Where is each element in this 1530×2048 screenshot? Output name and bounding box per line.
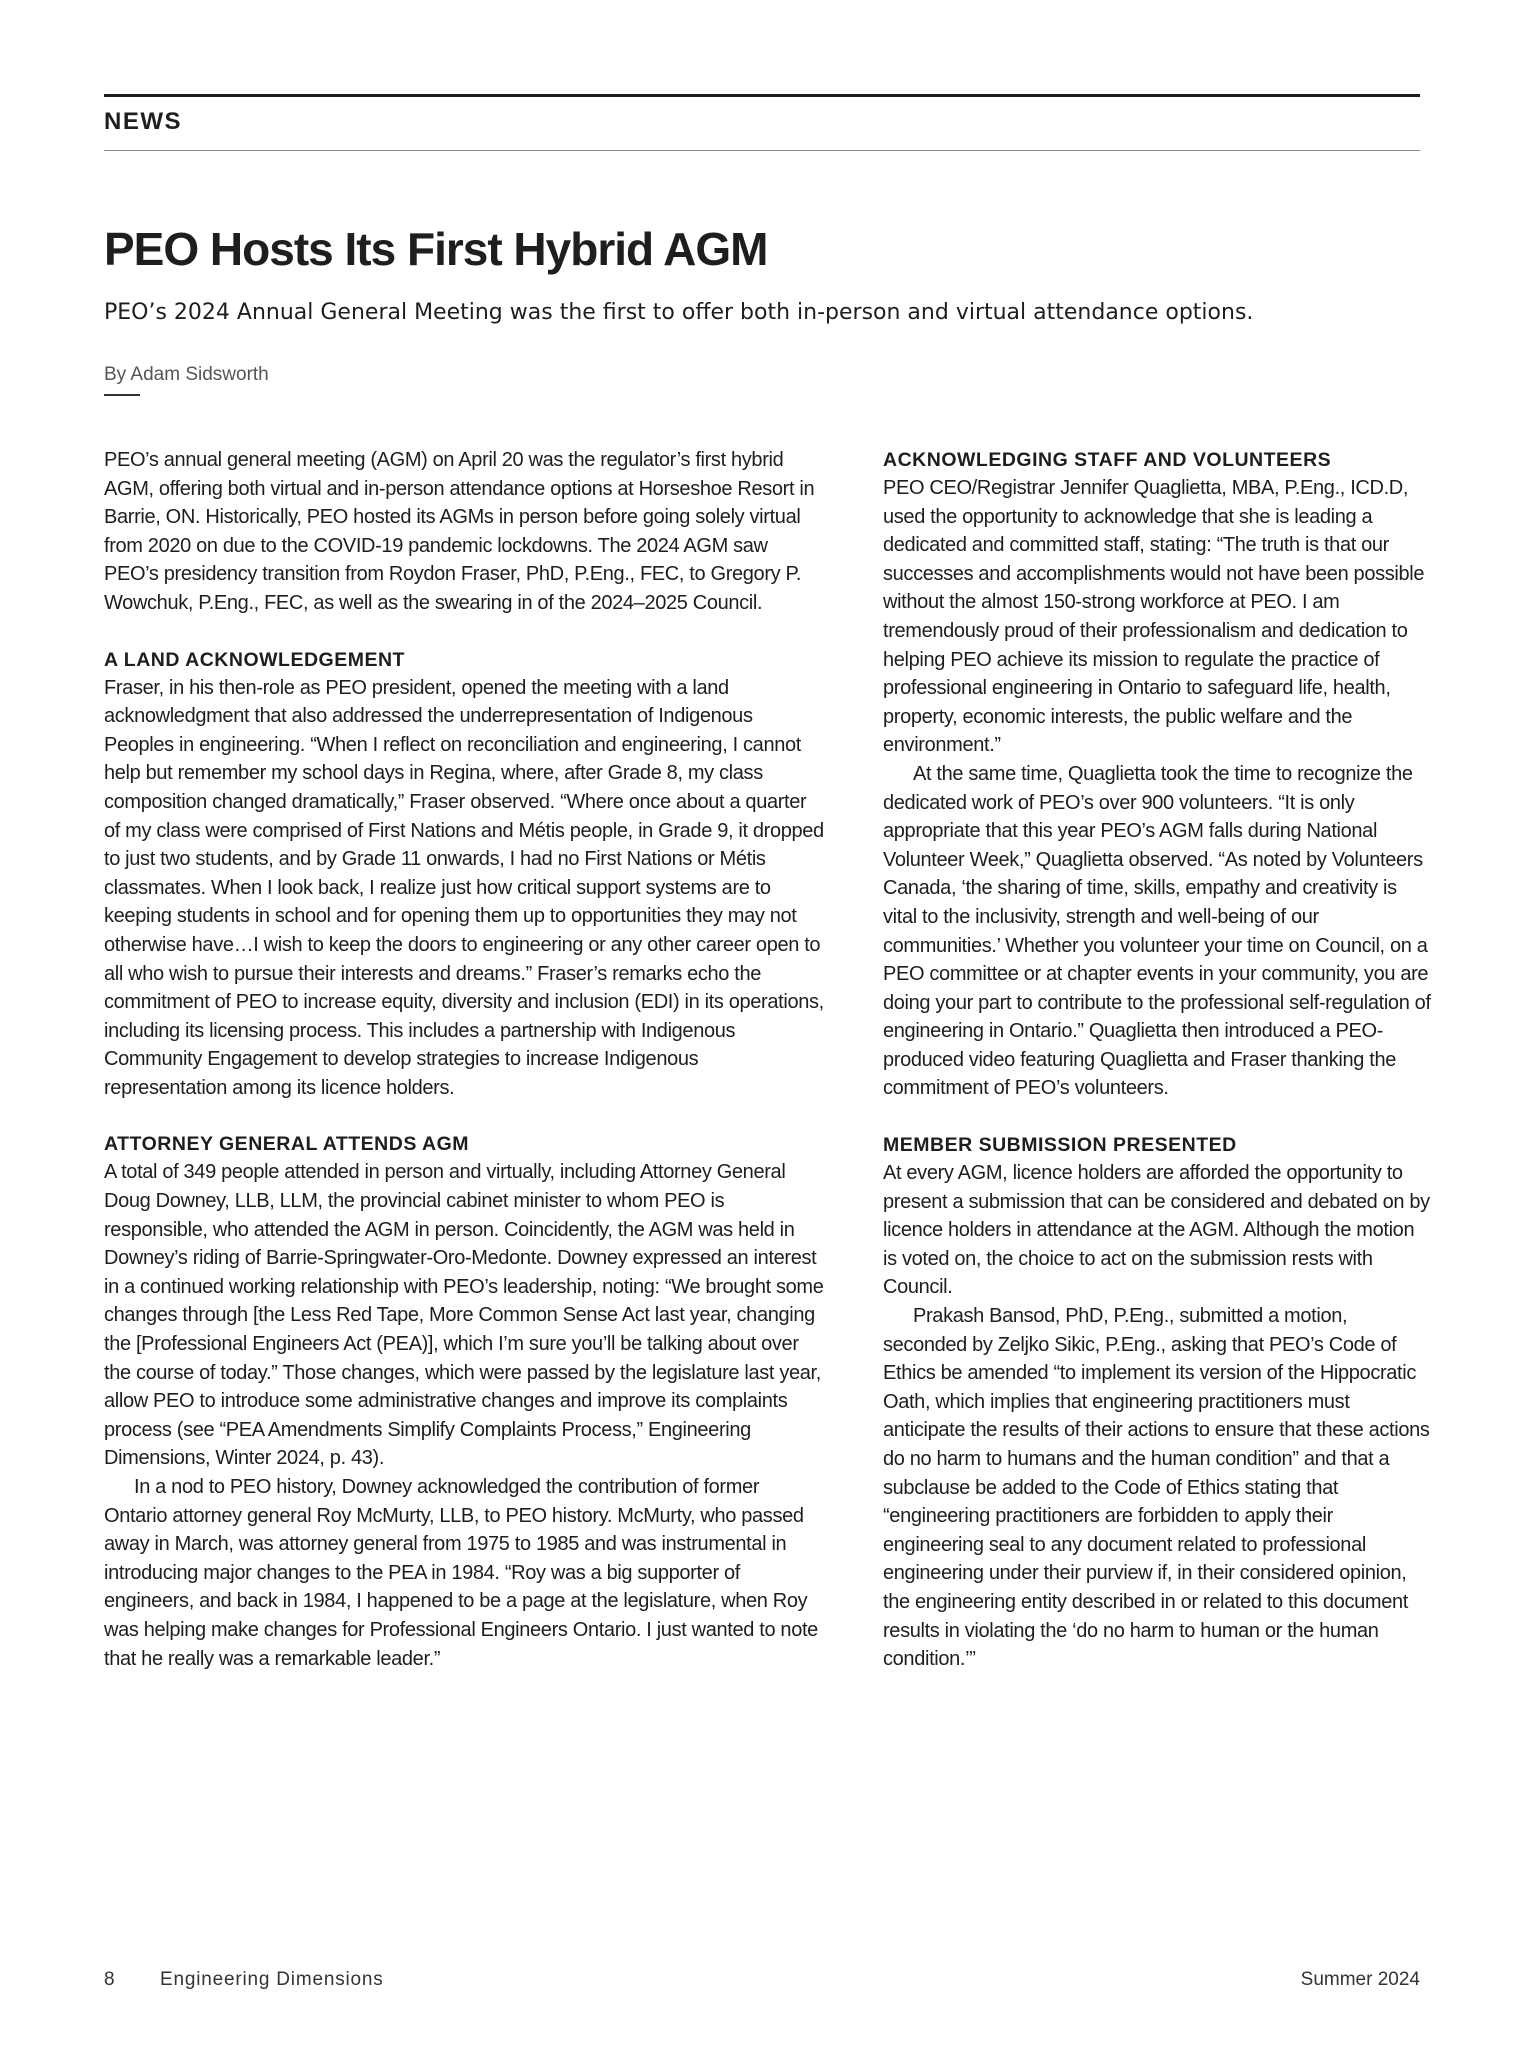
deck: PEO’s 2024 Annual General Meeting was the first to offer both in-person and virtual attendance options.: [104, 300, 1254, 325]
staff-paragraph-2: At the same time, Quaglietta took the time to recognize the dedicated work of PEO’s over 900 volunteers. “It is only appropriate that this year PEO’s AGM falls during National Volunteer Week,” Quaglietta observed. “As noted by Volunteers Canada, ‘the sharing of time, skills, empathy and creativity is vital to the inclusivity, strength and well-being of our communities.’ Whether you volunteer your time on Council, on a PEO committee or at chapter events in your community, you are doing your part to contribute to the professional self-regulation of engineering in Ontario.” Quaglietta then introduced a PEO-produced video featuring Quaglietta and Fraser thanking the commitment of PEO’s volunteers.: [883, 762, 1431, 1100]
byline: By Adam Sidsworth: [104, 364, 269, 385]
land-paragraph: Fraser, in his then-role as PEO president, opened the meeting with a land acknowledgment that also addressed the underrepresentation of Indigenous Peoples in engineering. “When I reflect on reconciliation and engineering, I cannot help but remember my school days in Regina, where, after Grade 8, my class composition changed dramatically,” Fraser observed. “Where once about a quarter of my class were comprised of First Nations and Métis people, in Grade 9, it dropped to just two students, and by Grade 11 onwards, I had no First Nations or Métis classmates. When I look back, I realize just how critical support systems are to keeping students in school and for opening them up to opportunities they may not otherwise have…I wish to keep the doors to engineering or any other career open to all who wish to pursue their interests and dreams.” Fraser’s remarks echo the commitment of PEO to increase equity, diversity and inclusion (EDI) in its operations, including its licensing process. This includes a partnership with Indigenous Community Engagement to develop strategies to increase Indigenous representation among its licence holders.: [104, 676, 824, 1099]
right-column: [883, 446, 1433, 1674]
section-rule: [104, 150, 1420, 151]
issue-date: Summer 2024: [1300, 1969, 1420, 1990]
staff-paragraph-1: PEO CEO/Registrar Jennifer Quaglietta, MBA, P.Eng., ICD.D, used the opportunity to acknowledge that she is leading a dedicated and committed staff, stating: “The truth is that our successes and accomplishments would not have been possible without the almost 150-strong workforce at PEO. I am tremendously proud of their professionalism and dedication to helping PEO achieve its mission to regulate the practice of professional engineering in Ontario to safeguard life, health, property, economic interests, the public welfare and the environment.”: [883, 477, 1425, 757]
member-paragraph-1: At every AGM, licence holders are afforded the opportunity to present a submission that can be considered and debated on by licence holders in attendance at the AGM. Although the motion is voted on, the choice to act on the submission rests with Council.: [883, 1162, 1430, 1299]
heading-attorney-general: ATTORNEY GENERAL ATTENDS AGM: [104, 1133, 470, 1156]
left-column: [104, 446, 824, 1673]
magazine-name: Engineering Dimensions: [160, 1969, 384, 1990]
byline-rule: [104, 394, 140, 396]
heading-land-acknowledgement: A LAND ACKNOWLEDGEMENT: [104, 648, 405, 671]
heading-member-submission: MEMBER SUBMISSION PRESENTED: [883, 1134, 1237, 1157]
attorney-paragraph-2: In a nod to PEO history, Downey acknowledged the contribution of former Ontario attorney general Roy McMurty, LLB, to PEO history. McMurty, who passed away in March, was attorney general from 1975 to 1985 and was instrumental in introducing major changes to the PEA in 1984. “Roy was a big supporter of engineers, and back in 1984, I happened to be a page at the legislature, when Roy was helping make changes for Professional Engineers Ontario. I just wanted to note that he really was a remarkable leader.”: [104, 1476, 818, 1670]
intro-paragraph: PEO’s annual general meeting (AGM) on April 20 was the regulator’s first hybrid AGM, offering both virtual and in-person attendance options at Horseshoe Resort in Barrie, ON. Historically, PEO hosted its AGMs in person before going solely virtual from 2020 on due to the COVID-19 pandemic lockdowns. The 2024 AGM saw PEO’s presidency transition from Roydon Fraser, PhD, P.Eng., FEC, to Gregory P. Wowchuk, P.Eng., FEC, as well as the swearing in of the 2024–2025 Council.: [104, 449, 815, 614]
article-page: [104, 94, 1431, 1994]
top-rule: [104, 94, 1420, 97]
member-paragraph-2: Prakash Bansod, PhD, P.Eng., submitted a motion, seconded by Zeljko Sikic, P.Eng., asking that PEO’s Code of Ethics be amended “to implement its version of the Hippocratic Oath, which implies that engineering practitioners must anticipate the results of their actions to ensure that these actions do no harm to humans and the human condition” and that a subclause be added to the Code of Ethics stating that “engineering practitioners are forbidden to apply their engineering seal to any document related to professional engineering under their purview if, in their considered opinion, the engineering entity described in or related to this document results in violating the ‘do no harm to human or the human condition.’”: [883, 1305, 1430, 1671]
attorney-paragraph-1: A total of 349 people attended in person and virtually, including Attorney General Doug Downey, LLB, LLM, the provincial cabinet minister to whom PEO is responsible, who attended the AGM in person. Coincidently, the AGM was held in Downey’s riding of Barrie-Springwater-Oro-Medonte. Downey expressed an interest in a continued working relationship with PEO’s leadership, noting: “We brought some changes through [the Less Red Tape, More Common Sense Act last year, changing the [Professional Engineers Act (PEA)], which I’m sure you’ll be talking about over the course of today.” Those changes, which were passed by the legislature last year, allow PEO to introduce some administrative changes and improve its complaints process (see “PEA Amendments Simplify Complaints Process,” Engineering Dimensions, Winter 2024, p. 43).: [104, 1161, 824, 1470]
section-label: NEWS: [104, 108, 182, 135]
heading-staff-volunteers: ACKNOWLEDGING STAFF AND VOLUNTEERS: [883, 449, 1332, 471]
headline: PEO Hosts Its First Hybrid AGM: [104, 223, 768, 275]
page-number: 8: [104, 1969, 115, 1990]
